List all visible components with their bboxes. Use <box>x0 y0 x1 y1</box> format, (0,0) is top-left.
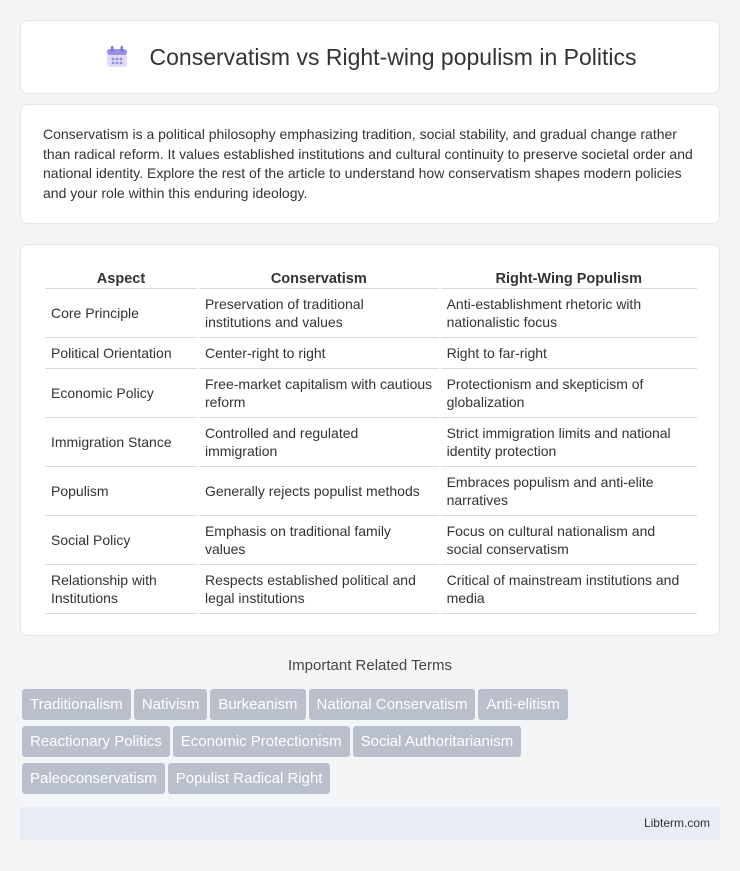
cell-conservatism: Controlled and regulated immigration <box>199 418 439 467</box>
related-terms-tags <box>22 689 722 800</box>
cell-conservatism: Free-market capitalism with cautious reform <box>199 369 439 418</box>
tag-reactionary-politics[interactable]: Reactionary Politics <box>22 726 170 757</box>
cell-populism: Protectionism and skepticism of globalization <box>441 369 697 418</box>
table-row <box>45 565 697 614</box>
tag-social-authoritarianism[interactable]: Social Authoritarianism <box>353 726 522 757</box>
footer <box>20 807 720 840</box>
tag-paleoconservatism[interactable]: Paleoconservatism <box>22 763 165 794</box>
table-row <box>45 418 697 467</box>
cell-populism: Embraces populism and anti-elite narratives <box>441 467 697 516</box>
table-row <box>45 338 697 369</box>
table-row <box>45 289 697 338</box>
tag-economic-protectionism[interactable]: Economic Protectionism <box>173 726 350 757</box>
header-aspect: Aspect <box>45 267 197 289</box>
header-card <box>20 20 720 94</box>
cell-populism: Critical of mainstream institutions and media <box>441 565 697 614</box>
cell-aspect: Immigration Stance <box>45 418 197 467</box>
comparison-card <box>20 244 720 636</box>
table-row <box>45 369 697 418</box>
page-title: Conservatism vs Right-wing populism in Politics <box>149 43 637 70</box>
comparison-table <box>43 267 699 614</box>
cell-aspect: Relationship with Institutions <box>45 565 197 614</box>
cell-aspect: Economic Policy <box>45 369 197 418</box>
tag-nativism[interactable]: Nativism <box>134 689 208 720</box>
tag-national-conservatism[interactable]: National Conservatism <box>309 689 476 720</box>
cell-conservatism: Emphasis on traditional family values <box>199 516 439 565</box>
header-conservatism: Conservatism <box>199 267 439 289</box>
cell-aspect: Core Principle <box>45 289 197 338</box>
table-row <box>45 516 697 565</box>
table-header-row <box>45 267 697 289</box>
cell-populism: Strict immigration limits and national identity protection <box>441 418 697 467</box>
cell-aspect: Political Orientation <box>45 338 197 369</box>
tag-burkeanism[interactable]: Burkeanism <box>210 689 305 720</box>
cell-aspect: Populism <box>45 467 197 516</box>
related-terms-title: Important Related Terms <box>288 657 452 674</box>
tag-traditionalism[interactable]: Traditionalism <box>22 689 131 720</box>
footer-site-link[interactable]: Libterm.com <box>643 816 710 830</box>
tag-anti-elitism[interactable]: Anti-elitism <box>478 689 567 720</box>
header-right-wing-populism: Right-Wing Populism <box>441 267 697 289</box>
intro-card <box>20 104 720 224</box>
table-row <box>45 467 697 516</box>
cell-aspect: Social Policy <box>45 516 197 565</box>
cell-populism: Anti-establishment rhetoric with nationalistic focus <box>441 289 697 338</box>
cell-conservatism: Center-right to right <box>199 338 439 369</box>
tag-populist-radical-right[interactable]: Populist Radical Right <box>168 763 331 794</box>
intro-paragraph: Conservatism is a political philosophy emphasizing tradition, social stability, and gradual change rather than radical reform. It values established institutions and cultural continuity to preserve societal order and national identity. Explore the rest of the article to understand how conservatism shapes modern policies and your role within this enduring ideology. <box>43 126 693 201</box>
calendar-icon <box>104 44 130 70</box>
cell-populism: Right to far-right <box>441 338 697 369</box>
cell-populism: Focus on cultural nationalism and social conservatism <box>441 516 697 565</box>
cell-conservatism: Respects established political and legal institutions <box>199 565 439 614</box>
cell-conservatism: Generally rejects populist methods <box>199 467 439 516</box>
cell-conservatism: Preservation of traditional institutions and values <box>199 289 439 338</box>
